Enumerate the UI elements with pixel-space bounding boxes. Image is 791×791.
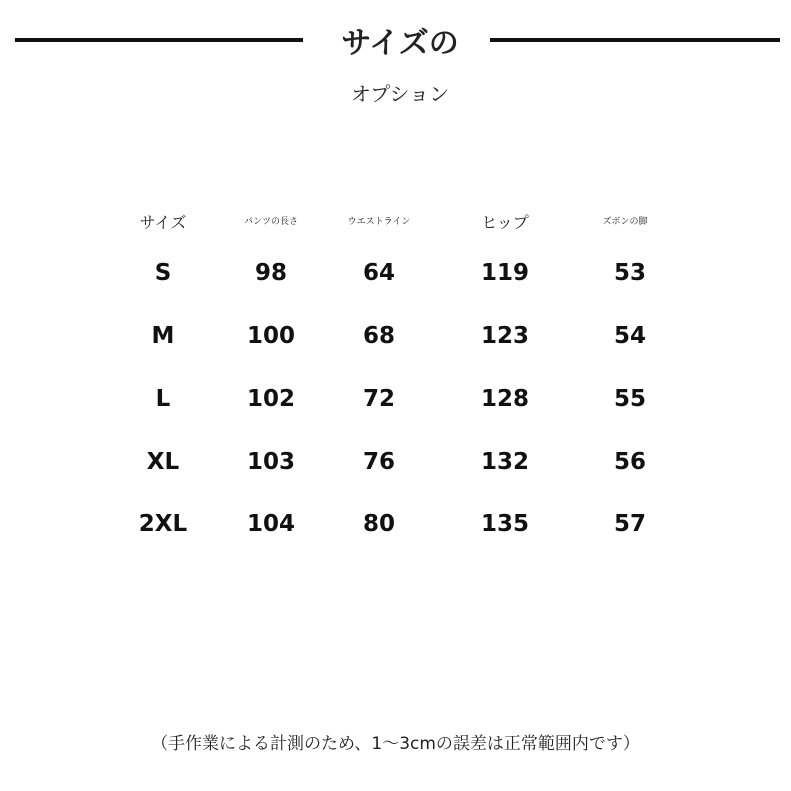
table-cell: 102 [246,386,295,412]
table-cell: 56 [613,449,646,475]
table-cell: 119 [480,260,529,286]
column-header-hip: ヒップ [481,213,529,232]
table-cell: 2XL [138,511,188,537]
table-cell: XL [146,449,180,475]
table-cell: 72 [362,386,395,412]
title-rule-right [490,38,780,42]
table-cell: 57 [613,511,646,537]
page-title: サイズの [341,26,459,61]
table-cell: 64 [362,260,395,286]
table-cell: 123 [480,323,529,349]
table-cell: 135 [480,511,529,537]
column-header-pants-length: パンツの長さ [243,217,298,227]
table-cell: 76 [362,449,395,475]
measurement-note: （手作業による計測のため、1～3cmの誤差は正常範囲内です） [151,734,640,754]
table-cell: 128 [480,386,529,412]
column-header-size: サイズ [139,213,187,232]
table-cell: 55 [613,386,646,412]
table-cell: 132 [480,449,529,475]
column-header-leg-opening: ズボンの脚 [602,217,648,227]
table-cell: 104 [246,511,295,537]
table-cell: L [155,386,171,412]
column-header-waist: ウエストライン [347,217,411,227]
table-cell: 80 [362,511,395,537]
table-cell: S [154,260,172,286]
table-cell: M [151,323,175,349]
table-cell: 98 [254,260,287,286]
table-cell: 100 [246,323,295,349]
title-rule-left [15,38,303,42]
table-cell: 53 [613,260,646,286]
page-subtitle: オプション [350,82,450,106]
table-cell: 103 [246,449,295,475]
table-cell: 54 [613,323,646,349]
table-cell: 68 [362,323,395,349]
